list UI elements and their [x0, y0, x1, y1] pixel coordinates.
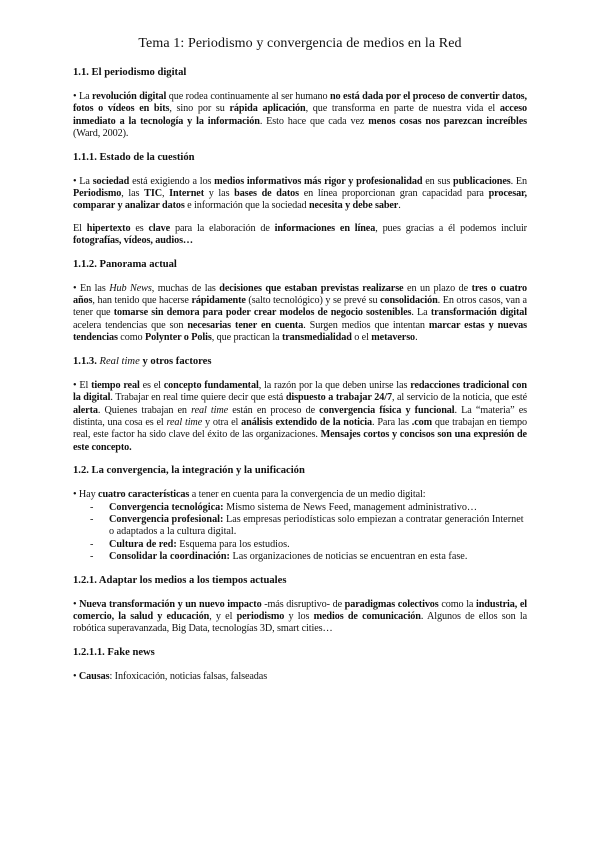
heading-1-1-2: 1.1.2. Panorama actual	[73, 258, 177, 270]
list-item: - Convergencia tecnológica: Mismo sistema de News Feed, management administrativo…	[73, 502, 527, 514]
list-item: - Cultura de red: Esquema para los estudios.	[73, 539, 527, 551]
heading-1-2-1-1: 1.2.1.1. Fake news	[73, 646, 155, 658]
heading-1-1-1: 1.1.1. Estado de la cuestión	[73, 151, 195, 163]
list-item: - Consolidar la coordinación: Las organizaciones de noticias se encuentran en esta fase.	[73, 551, 527, 563]
heading-1-1-3: 1.1.3. Real time y otros factores	[73, 355, 212, 367]
heading-1-2-1: 1.2.1. Adaptar los medios a los tiempos actuales	[73, 574, 287, 586]
paragraph-1-2: • Hay cuatro características a tener en cuenta para la convergencia de un medio digital:	[73, 489, 426, 501]
document-page	[73, 36, 527, 683]
paragraph-1-2-1-1: • Causas: Infoxicación, noticias falsas, falseadas	[73, 670, 268, 682]
heading-1-1: 1.1. El periodismo digital	[73, 67, 187, 78]
document-title: Tema 1: Periodismo y convergencia de medios en la Red	[138, 36, 462, 51]
heading-1-2: 1.2. La convergencia, la integración y la unificación	[73, 465, 305, 477]
paragraph-1-1-3: • El tiempo real es el concepto fundamental, la razón por la que deben unirse las redacciones tradicional con la digital. Trabajar en real time quiere decir que está dispuesto a trabajar 24/7, al servicio de la noticia, que esté alerta. Quienes trabajan en real time están en proceso de convergencia física y funcional. La “materia” es distinta, una cosa es el real time y otra el análisis extendido de la noticia. Para las .com que trabajan en tiempo real, este factor ha sido clave del éxito de las organizaciones. Mensajes cortos y concisos son una expresión de este concepto.	[73, 379, 528, 453]
characteristics-list	[73, 502, 527, 564]
paragraph-1-1-2: • En las Hub News, muchas de las decisiones que estaban previstas realizarse en un plazo de tres o cuatro años, han tenido que hacerse rápidamente (salto tecnológico) y se prevé su consolidación. En otros casos, van a tener que tomarse sin demora para poder crear modelos de negocio sostenibles. La transformación digital acelera tendencias que son necesarias tener en cuenta. Surgen medios que intentan marcar estas y nuevas tendencias como Polynter o Polis, que practican la transmedialidad o el metaverso.	[73, 282, 527, 344]
list-item: - Convergencia profesional: Las empresas periodísticas solo empiezan a contratar generación Internet o adaptados a la cultura digital.	[73, 514, 527, 539]
paragraph-1-1: • La revolución digital que rodea continuamente al ser humano no está dada por el proceso de convertir datos, fotos o vídeos en bits, sino por su rápida aplicación, que transforma en parte de nuestra vida el acceso inmediato a la tecnología y la información. Esto hace que cada vez menos cosas nos parezcan increíbles (Ward, 2002).	[73, 91, 527, 140]
paragraph-1-2-1: • Nueva transformación y un nuevo impacto -más disruptivo- de paradigmas colectivos como la industria, el comercio, la salud y educación, y el periodismo y los medios de comunicación. Algunos de ellos son la robótica superavanzada, Big Data, tecnologías 3D, smart cities…	[73, 598, 528, 635]
paragraph-1-1-1-b: El hipertexto es clave para la elaboración de informaciones en línea, pues gracias a él podemos incluir fotografías, vídeos, audios…	[73, 222, 527, 247]
paragraph-1-1-1-a: • La sociedad está exigiendo a los medios informativos más rigor y profesionalidad en sus publicaciones. En Periodismo, las TIC, Internet y las bases de datos en línea proporcionan gran capacidad para procesar, comparar y analizar datos e información que la sociedad necesita y debe saber.	[73, 175, 528, 212]
